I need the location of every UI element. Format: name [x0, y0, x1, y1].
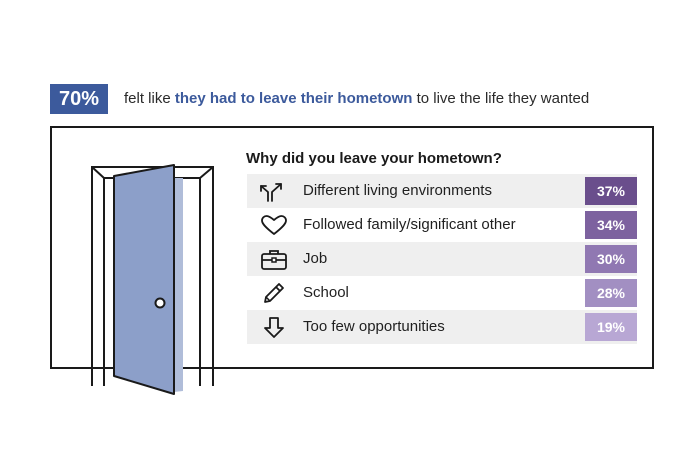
percent-badge: 19% [585, 313, 637, 341]
row-label: Followed family/significant other [303, 216, 516, 233]
chart-title: Why did you leave your hometown? [246, 150, 502, 167]
row-label: Too few opportunities [303, 318, 445, 335]
pencil-icon [259, 282, 289, 304]
headline-text-before: felt like [124, 90, 175, 107]
reason-list [247, 174, 637, 344]
percent-badge: 34% [585, 211, 637, 239]
split-arrows-icon [259, 180, 289, 202]
headline-text [124, 84, 589, 114]
table-row [247, 310, 637, 344]
table-row [247, 174, 637, 208]
arrow-down-icon [259, 316, 289, 338]
open-door-icon [88, 161, 228, 386]
heart-icon [259, 214, 289, 236]
headline-highlight: they had to leave their hometown [174, 90, 413, 107]
row-label: School [303, 284, 349, 301]
table-row [247, 276, 637, 310]
headline [50, 84, 670, 114]
row-label: Different living environments [303, 182, 492, 199]
percent-badge: 28% [585, 279, 637, 307]
headline-text-after: to live the life they wanted [412, 90, 590, 107]
row-label: Job [303, 250, 328, 267]
table-row [247, 242, 637, 276]
percent-badge: 30% [585, 245, 637, 273]
survey-card [50, 126, 654, 369]
stat-badge: 70% [50, 84, 108, 114]
table-row [247, 208, 637, 242]
briefcase-icon [259, 248, 289, 270]
percent-badge: 37% [585, 177, 637, 205]
